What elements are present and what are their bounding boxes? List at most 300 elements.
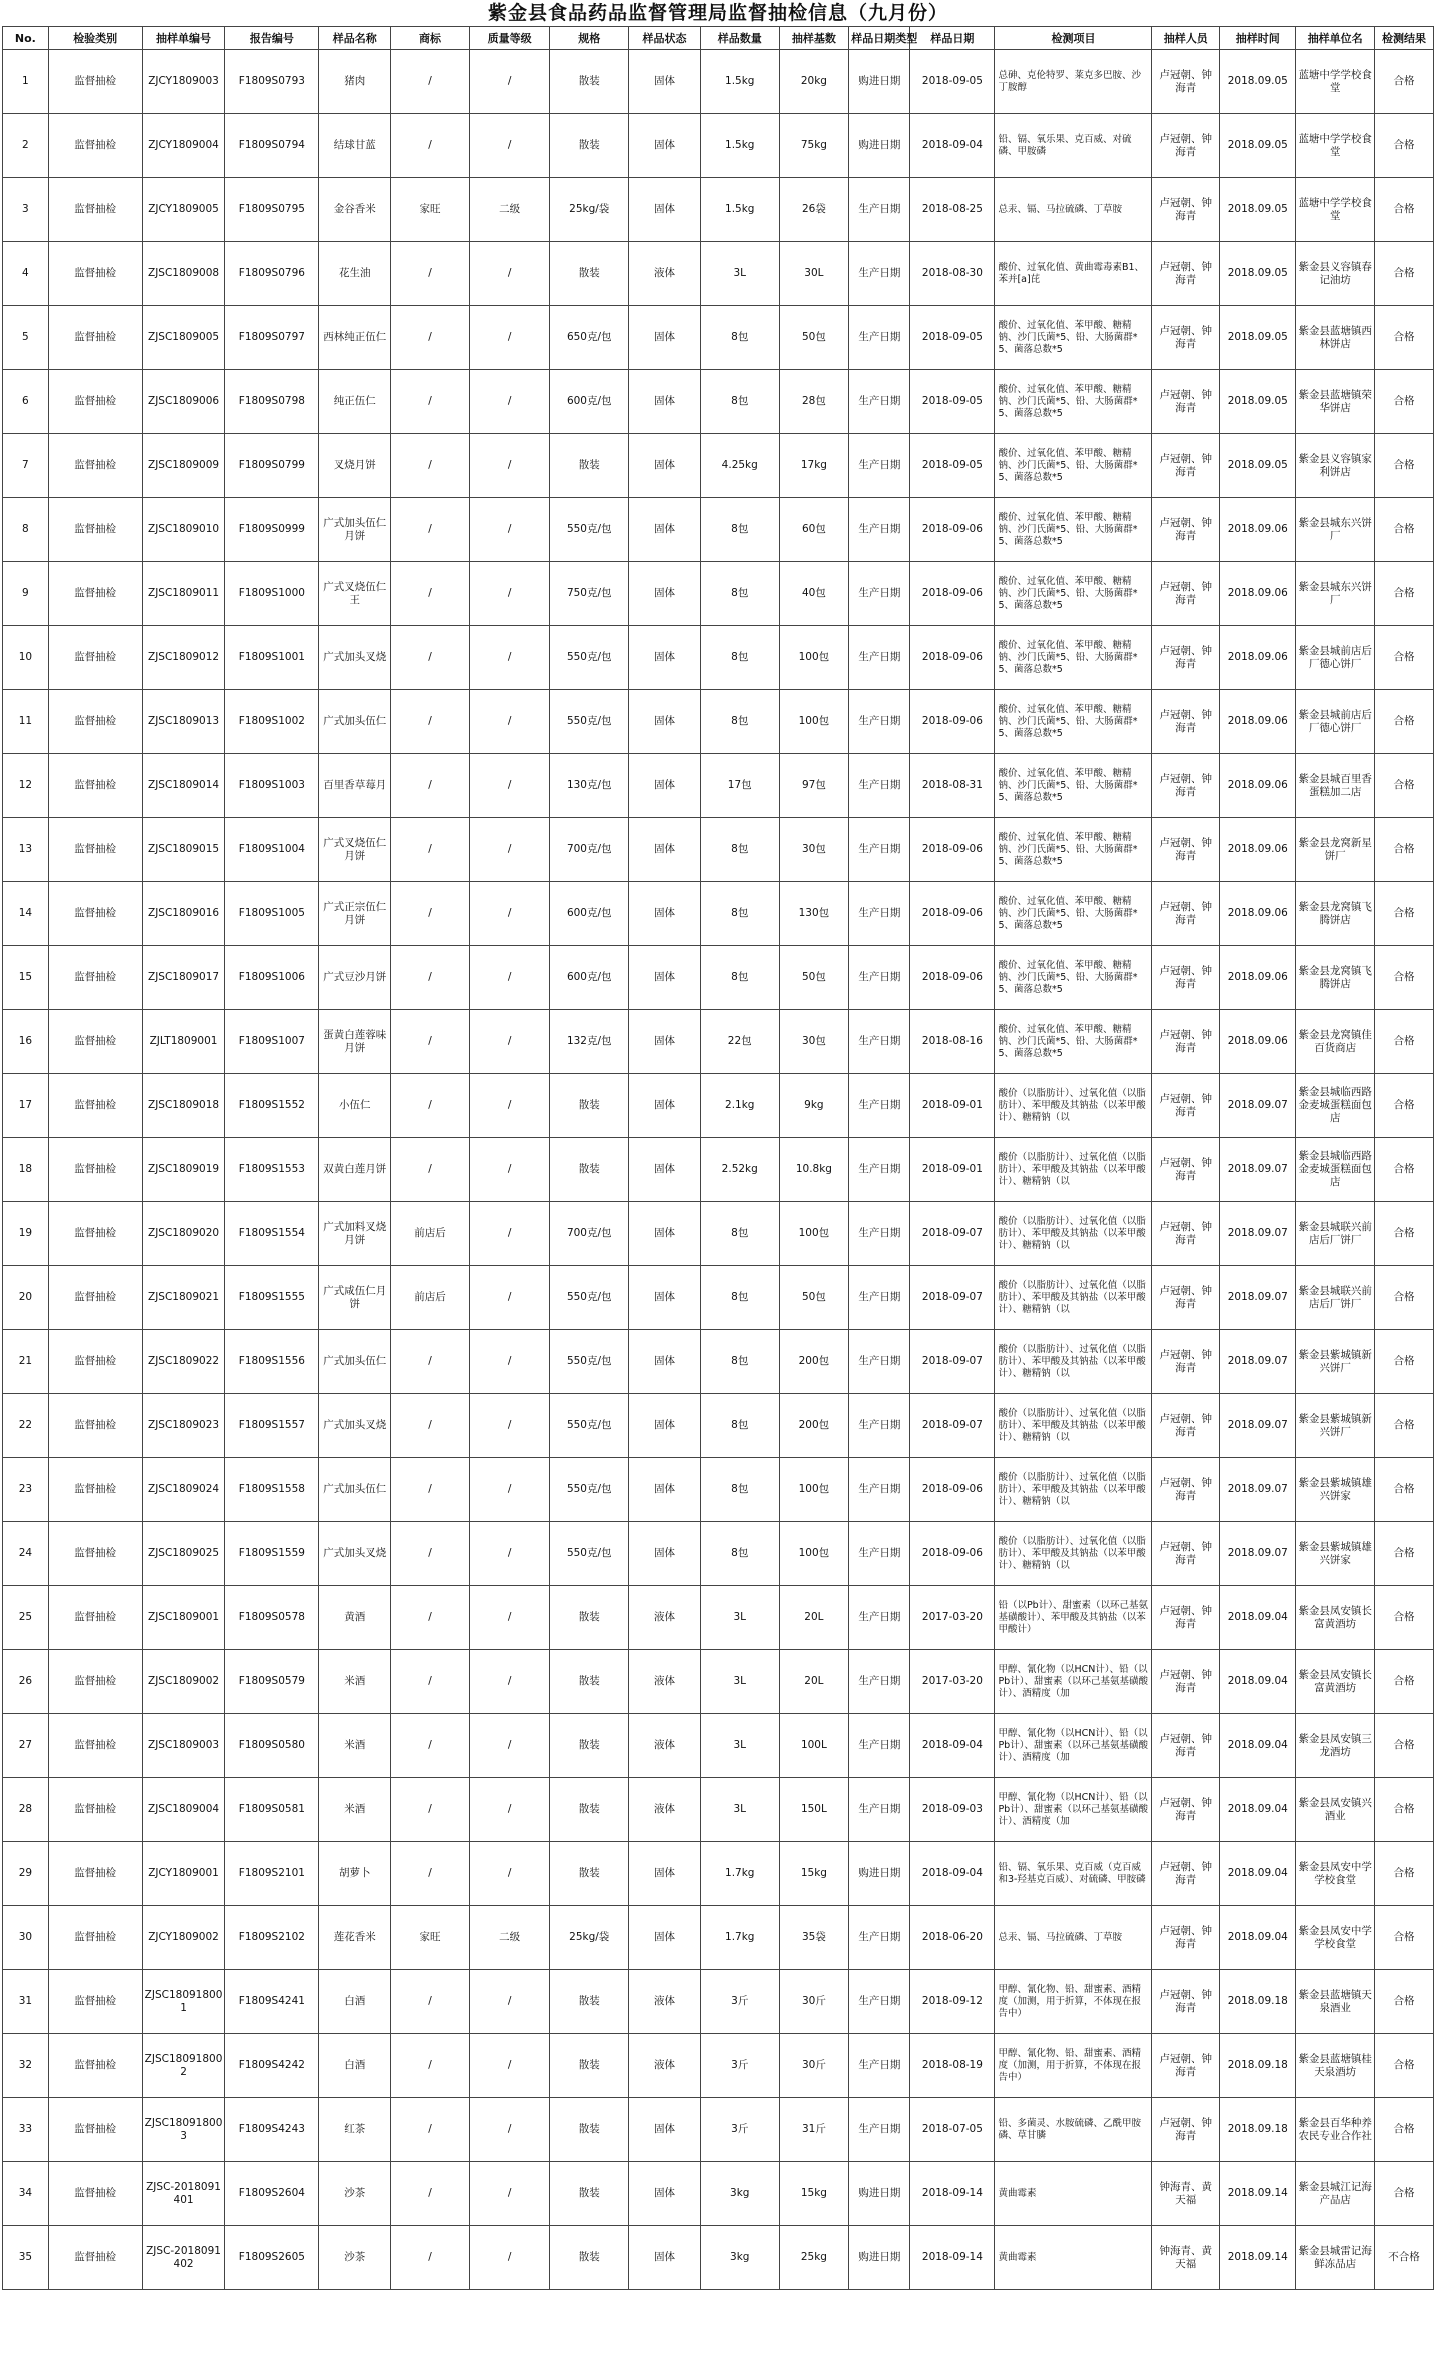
cell-sampler: 卢冠朝、钟海青 — [1152, 498, 1220, 562]
column-header-date: 样品日期 — [910, 27, 995, 50]
cell-sampler: 卢冠朝、钟海青 — [1152, 306, 1220, 370]
cell-state: 固体 — [629, 626, 701, 690]
cell-sampled-unit: 紫金县紫城镇雄兴饼家 — [1296, 1458, 1375, 1522]
cell-category: 监督抽检 — [48, 1202, 142, 1266]
cell-sampler: 卢冠朝、钟海青 — [1152, 2098, 1220, 2162]
cell-sampler: 卢冠朝、钟海青 — [1152, 2034, 1220, 2098]
table-row — [3, 1394, 1434, 1458]
cell-category: 监督抽检 — [48, 818, 142, 882]
cell-category: 监督抽检 — [48, 50, 142, 114]
cell-report-id: F1809S1559 — [225, 1522, 319, 1586]
column-header-product-name: 样品名称 — [319, 27, 391, 50]
cell-sample-id: ZJSC1809012 — [142, 626, 225, 690]
cell-spec: 散装 — [550, 114, 629, 178]
cell-quality-grade: / — [469, 754, 550, 818]
cell-sample-time: 2018.09.04 — [1220, 1778, 1296, 1842]
cell-trademark: / — [391, 626, 470, 690]
cell-no: 25 — [3, 1586, 49, 1650]
cell-spec: 散装 — [550, 1842, 629, 1906]
cell-result: 合格 — [1374, 946, 1433, 1010]
cell-date: 2018-09-06 — [910, 498, 995, 562]
cell-report-id: F1809S0578 — [225, 1586, 319, 1650]
cell-spec: 550克/包 — [550, 1266, 629, 1330]
cell-no: 22 — [3, 1394, 49, 1458]
cell-date-type: 生产日期 — [849, 1138, 910, 1202]
cell-trademark: / — [391, 562, 470, 626]
cell-trademark: / — [391, 818, 470, 882]
cell-base-quantity: 10.8kg — [779, 1138, 849, 1202]
cell-trademark: 家旺 — [391, 1906, 470, 1970]
cell-sampled-unit: 紫金县蓝塘镇桂天泉酒坊 — [1296, 2034, 1375, 2098]
cell-date: 2018-09-05 — [910, 434, 995, 498]
cell-result: 合格 — [1374, 1074, 1433, 1138]
cell-result: 合格 — [1374, 114, 1433, 178]
cell-base-quantity: 40包 — [779, 562, 849, 626]
cell-sampler: 卢冠朝、钟海青 — [1152, 754, 1220, 818]
cell-report-id: F1809S0797 — [225, 306, 319, 370]
cell-date: 2018-07-05 — [910, 2098, 995, 2162]
cell-sample-time: 2018.09.07 — [1220, 1266, 1296, 1330]
cell-test-items: 酸价（以脂肪计）、过氧化值（以脂肪计）、苯甲酸及其钠盐（以苯甲酸计）、糖精钠（以 — [995, 1266, 1152, 1330]
cell-date-type: 生产日期 — [849, 1074, 910, 1138]
cell-sample-time: 2018.09.07 — [1220, 1202, 1296, 1266]
cell-trademark: / — [391, 1970, 470, 2034]
cell-sampled-unit: 紫金县凤安镇三龙酒坊 — [1296, 1714, 1375, 1778]
cell-result: 合格 — [1374, 562, 1433, 626]
cell-product-name: 小伍仁 — [319, 1074, 391, 1138]
cell-report-id: F1809S0795 — [225, 178, 319, 242]
cell-product-name: 西林纯正伍仁 — [319, 306, 391, 370]
cell-category: 监督抽检 — [48, 1906, 142, 1970]
cell-sampler: 卢冠朝、钟海青 — [1152, 1330, 1220, 1394]
cell-date: 2018-09-07 — [910, 1266, 995, 1330]
cell-sample-time: 2018.09.04 — [1220, 1906, 1296, 1970]
cell-state: 固体 — [629, 1266, 701, 1330]
cell-result: 合格 — [1374, 1778, 1433, 1842]
cell-sampled-unit: 紫金县龙窝镇佳百货商店 — [1296, 1010, 1375, 1074]
column-header-spec: 规格 — [550, 27, 629, 50]
table-row — [3, 434, 1434, 498]
cell-quality-grade: / — [469, 1074, 550, 1138]
cell-sampled-unit: 紫金县城临西路金麦城蛋糕面包店 — [1296, 1074, 1375, 1138]
cell-date-type: 生产日期 — [849, 690, 910, 754]
cell-sampled-unit: 蓝塘中学学校食堂 — [1296, 50, 1375, 114]
table-row — [3, 1586, 1434, 1650]
cell-result: 合格 — [1374, 306, 1433, 370]
cell-category: 监督抽检 — [48, 1842, 142, 1906]
cell-sampled-unit: 紫金县蓝塘镇荣华饼店 — [1296, 370, 1375, 434]
cell-spec: 散装 — [550, 1138, 629, 1202]
table-row — [3, 1266, 1434, 1330]
cell-trademark: / — [391, 882, 470, 946]
cell-quantity: 8包 — [700, 1202, 779, 1266]
cell-quantity: 8包 — [700, 1266, 779, 1330]
cell-sample-id: ZJSC1809016 — [142, 882, 225, 946]
cell-quantity: 8包 — [700, 1330, 779, 1394]
cell-trademark: / — [391, 1074, 470, 1138]
cell-result: 合格 — [1374, 2034, 1433, 2098]
cell-test-items: 酸价（以脂肪计）、过氧化值（以脂肪计）、苯甲酸及其钠盐（以苯甲酸计）、糖精钠（以 — [995, 1394, 1152, 1458]
cell-report-id: F1809S0581 — [225, 1778, 319, 1842]
cell-date: 2018-09-04 — [910, 114, 995, 178]
cell-base-quantity: 15kg — [779, 2162, 849, 2226]
table-row — [3, 1074, 1434, 1138]
cell-product-name: 纯正伍仁 — [319, 370, 391, 434]
cell-product-name: 广式咸伍仁月饼 — [319, 1266, 391, 1330]
cell-state: 固体 — [629, 2226, 701, 2290]
cell-state: 液体 — [629, 2034, 701, 2098]
cell-spec: 600克/包 — [550, 370, 629, 434]
cell-sampled-unit: 紫金县城前店后厂德心饼厂 — [1296, 626, 1375, 690]
cell-sampled-unit: 紫金县龙窝镇飞腾饼店 — [1296, 946, 1375, 1010]
cell-state: 固体 — [629, 2162, 701, 2226]
cell-test-items: 甲醇、氰化物（以HCN计）、铅（以Pb计）、甜蜜素（以环己基氨基磺酸计）、酒精度（加 — [995, 1714, 1152, 1778]
cell-report-id: F1809S2101 — [225, 1842, 319, 1906]
cell-state: 固体 — [629, 1394, 701, 1458]
cell-sample-time: 2018.09.14 — [1220, 2162, 1296, 2226]
cell-report-id: F1809S1554 — [225, 1202, 319, 1266]
cell-spec: 散装 — [550, 1074, 629, 1138]
cell-date-type: 生产日期 — [849, 1970, 910, 2034]
page-title: 紫金县食品药品监督管理局监督抽检信息（九月份） — [487, 2, 948, 24]
cell-category: 监督抽检 — [48, 690, 142, 754]
cell-sample-id: ZJSC1809005 — [142, 306, 225, 370]
cell-product-name: 莲花香米 — [319, 1906, 391, 1970]
cell-test-items: 黄曲霉素 — [995, 2226, 1152, 2290]
table-row — [3, 1970, 1434, 2034]
cell-quality-grade: / — [469, 562, 550, 626]
cell-quality-grade: / — [469, 1522, 550, 1586]
cell-date-type: 生产日期 — [849, 1266, 910, 1330]
cell-report-id: F1809S0793 — [225, 50, 319, 114]
table-row — [3, 1714, 1434, 1778]
cell-date-type: 生产日期 — [849, 434, 910, 498]
cell-trademark: / — [391, 1458, 470, 1522]
cell-result: 合格 — [1374, 754, 1433, 818]
cell-quantity: 8包 — [700, 1394, 779, 1458]
cell-sampled-unit: 紫金县城百里香蛋糕加二店 — [1296, 754, 1375, 818]
cell-category: 监督抽检 — [48, 1522, 142, 1586]
cell-sample-id: ZJCY1809003 — [142, 50, 225, 114]
cell-test-items: 酸价、过氧化值、黄曲霉毒素B1、苯并[a]芘 — [995, 242, 1152, 306]
cell-trademark: / — [391, 1330, 470, 1394]
cell-result: 合格 — [1374, 1458, 1433, 1522]
cell-result: 合格 — [1374, 242, 1433, 306]
cell-quantity: 3L — [700, 242, 779, 306]
cell-report-id: F1809S1556 — [225, 1330, 319, 1394]
cell-product-name: 金谷香米 — [319, 178, 391, 242]
cell-sample-id: ZJSC180918001 — [142, 1970, 225, 2034]
cell-test-items: 酸价、过氧化值、苯甲酸、糖精钠、沙门氏菌*5、铅、大肠菌群*5、菌落总数*5 — [995, 562, 1152, 626]
cell-trademark: 前店后 — [391, 1266, 470, 1330]
column-header-base-quantity: 抽样基数 — [779, 27, 849, 50]
cell-sample-id: ZJSC1809017 — [142, 946, 225, 1010]
cell-sampled-unit: 紫金县城江记海产品店 — [1296, 2162, 1375, 2226]
cell-no: 3 — [3, 178, 49, 242]
cell-quantity: 3L — [700, 1778, 779, 1842]
cell-quantity: 3L — [700, 1650, 779, 1714]
cell-category: 监督抽检 — [48, 2034, 142, 2098]
cell-quality-grade: / — [469, 1778, 550, 1842]
cell-sample-id: ZJSC1809021 — [142, 1266, 225, 1330]
cell-spec: 650克/包 — [550, 306, 629, 370]
cell-no: 18 — [3, 1138, 49, 1202]
cell-quantity: 3斤 — [700, 1970, 779, 2034]
cell-sampler: 钟海青、黄天福 — [1152, 2226, 1220, 2290]
cell-sampler: 卢冠朝、钟海青 — [1152, 1010, 1220, 1074]
cell-category: 监督抽检 — [48, 114, 142, 178]
cell-sample-time: 2018.09.05 — [1220, 114, 1296, 178]
cell-quantity: 22包 — [700, 1010, 779, 1074]
cell-category: 监督抽检 — [48, 1266, 142, 1330]
cell-base-quantity: 20L — [779, 1650, 849, 1714]
cell-product-name: 广式加料叉烧月饼 — [319, 1202, 391, 1266]
cell-quantity: 1.7kg — [700, 1842, 779, 1906]
cell-quality-grade: / — [469, 1330, 550, 1394]
column-header-state: 样品状态 — [629, 27, 701, 50]
cell-spec: 132克/包 — [550, 1010, 629, 1074]
cell-sampler: 卢冠朝、钟海青 — [1152, 1586, 1220, 1650]
cell-test-items: 黄曲霉素 — [995, 2162, 1152, 2226]
cell-date-type: 购进日期 — [849, 50, 910, 114]
cell-sample-id: ZJSC1809023 — [142, 1394, 225, 1458]
cell-base-quantity: 50包 — [779, 306, 849, 370]
cell-sampled-unit: 紫金县城东兴饼厂 — [1296, 498, 1375, 562]
cell-report-id: F1809S2102 — [225, 1906, 319, 1970]
cell-sampled-unit: 紫金县蓝塘镇西林饼店 — [1296, 306, 1375, 370]
cell-no: 30 — [3, 1906, 49, 1970]
cell-date-type: 生产日期 — [849, 498, 910, 562]
cell-quality-grade: 二级 — [469, 1906, 550, 1970]
cell-product-name: 蛋黄白莲蓉味月饼 — [319, 1010, 391, 1074]
cell-state: 固体 — [629, 50, 701, 114]
cell-test-items: 酸价、过氧化值、苯甲酸、糖精钠、沙门氏菌*5、铅、大肠菌群*5、菌落总数*5 — [995, 498, 1152, 562]
cell-spec: 550克/包 — [550, 1522, 629, 1586]
cell-quality-grade: / — [469, 1650, 550, 1714]
cell-report-id: F1809S1005 — [225, 882, 319, 946]
cell-base-quantity: 50包 — [779, 946, 849, 1010]
cell-product-name: 广式正宗伍仁月饼 — [319, 882, 391, 946]
cell-result: 合格 — [1374, 370, 1433, 434]
cell-report-id: F1809S4241 — [225, 1970, 319, 2034]
table-row — [3, 1650, 1434, 1714]
cell-trademark: / — [391, 1586, 470, 1650]
cell-report-id: F1809S2604 — [225, 2162, 319, 2226]
cell-state: 液体 — [629, 242, 701, 306]
cell-trademark: / — [391, 370, 470, 434]
cell-trademark: / — [391, 114, 470, 178]
cell-sample-time: 2018.09.06 — [1220, 882, 1296, 946]
cell-base-quantity: 28包 — [779, 370, 849, 434]
cell-report-id: F1809S1557 — [225, 1394, 319, 1458]
cell-date-type: 生产日期 — [849, 1650, 910, 1714]
column-header-report-id: 报告编号 — [225, 27, 319, 50]
cell-no: 33 — [3, 2098, 49, 2162]
cell-product-name: 胡萝卜 — [319, 1842, 391, 1906]
table-row — [3, 690, 1434, 754]
cell-sample-id: ZJSC1809009 — [142, 434, 225, 498]
cell-base-quantity: 9kg — [779, 1074, 849, 1138]
cell-date: 2018-09-07 — [910, 1202, 995, 1266]
cell-quality-grade: / — [469, 434, 550, 498]
cell-sampled-unit: 紫金县义容镇家利饼店 — [1296, 434, 1375, 498]
cell-sample-time: 2018.09.04 — [1220, 1650, 1296, 1714]
cell-spec: 550克/包 — [550, 498, 629, 562]
cell-state: 固体 — [629, 1010, 701, 1074]
table-row — [3, 1010, 1434, 1074]
cell-quantity: 4.25kg — [700, 434, 779, 498]
cell-sampled-unit: 紫金县城前店后厂德心饼厂 — [1296, 690, 1375, 754]
cell-quality-grade: / — [469, 498, 550, 562]
cell-sample-id: ZJCY1809001 — [142, 1842, 225, 1906]
cell-test-items: 酸价（以脂肪计）、过氧化值（以脂肪计）、苯甲酸及其钠盐（以苯甲酸计）、糖精钠（以 — [995, 1330, 1152, 1394]
cell-no: 2 — [3, 114, 49, 178]
cell-state: 固体 — [629, 1906, 701, 1970]
cell-test-items: 铅、镉、氧乐果、克百威、对硫磷、甲胺磷 — [995, 114, 1152, 178]
cell-spec: 25kg/袋 — [550, 178, 629, 242]
cell-date-type: 生产日期 — [849, 242, 910, 306]
cell-date: 2018-08-31 — [910, 754, 995, 818]
cell-spec: 550克/包 — [550, 1394, 629, 1458]
cell-no: 12 — [3, 754, 49, 818]
cell-category: 监督抽检 — [48, 882, 142, 946]
table-row — [3, 882, 1434, 946]
cell-date-type: 生产日期 — [849, 1394, 910, 1458]
cell-test-items: 甲醇、氰化物、铅、甜蜜素、酒精度（加测，用于折算，不体现在报告中） — [995, 1970, 1152, 2034]
table-row — [3, 370, 1434, 434]
cell-date: 2018-09-06 — [910, 882, 995, 946]
cell-sampler: 卢冠朝、钟海青 — [1152, 1906, 1220, 1970]
cell-test-items: 酸价、过氧化值、苯甲酸、糖精钠、沙门氏菌*5、铅、大肠菌群*5、菌落总数*5 — [995, 1010, 1152, 1074]
cell-report-id: F1809S4243 — [225, 2098, 319, 2162]
cell-category: 监督抽检 — [48, 1970, 142, 2034]
cell-quantity: 8包 — [700, 690, 779, 754]
cell-no: 16 — [3, 1010, 49, 1074]
cell-category: 监督抽检 — [48, 754, 142, 818]
cell-report-id: F1809S1007 — [225, 1010, 319, 1074]
cell-sampler: 卢冠朝、钟海青 — [1152, 1842, 1220, 1906]
cell-sample-id: ZJSC1809025 — [142, 1522, 225, 1586]
cell-date: 2018-09-01 — [910, 1074, 995, 1138]
cell-date: 2018-09-04 — [910, 1842, 995, 1906]
cell-sampled-unit: 紫金县凤安镇长富黄酒坊 — [1296, 1650, 1375, 1714]
cell-test-items: 酸价（以脂肪计）、过氧化值（以脂肪计）、苯甲酸及其钠盐（以苯甲酸计）、糖精钠（以 — [995, 1458, 1152, 1522]
cell-no: 1 — [3, 50, 49, 114]
cell-result: 合格 — [1374, 882, 1433, 946]
cell-product-name: 广式加头叉烧 — [319, 1522, 391, 1586]
cell-test-items: 总砷、克伦特罗、莱克多巴胺、沙丁胺醇 — [995, 50, 1152, 114]
cell-test-items: 酸价（以脂肪计）、过氧化值（以脂肪计）、苯甲酸及其钠盐（以苯甲酸计）、糖精钠（以 — [995, 1522, 1152, 1586]
cell-sampled-unit: 紫金县凤安镇长富黄酒坊 — [1296, 1586, 1375, 1650]
cell-no: 19 — [3, 1202, 49, 1266]
cell-spec: 700克/包 — [550, 1202, 629, 1266]
cell-sampled-unit: 紫金县凤安中学学校食堂 — [1296, 1906, 1375, 1970]
cell-spec: 散装 — [550, 1970, 629, 2034]
cell-base-quantity: 20kg — [779, 50, 849, 114]
cell-report-id: F1809S1558 — [225, 1458, 319, 1522]
cell-base-quantity: 35袋 — [779, 1906, 849, 1970]
cell-sampler: 卢冠朝、钟海青 — [1152, 690, 1220, 754]
cell-category: 监督抽检 — [48, 2098, 142, 2162]
cell-sample-id: ZJSC1809010 — [142, 498, 225, 562]
cell-trademark: 家旺 — [391, 178, 470, 242]
cell-product-name: 广式加头叉烧 — [319, 1394, 391, 1458]
cell-result: 合格 — [1374, 50, 1433, 114]
cell-product-name: 黄酒 — [319, 1586, 391, 1650]
cell-sample-time: 2018.09.05 — [1220, 242, 1296, 306]
cell-report-id: F1809S0999 — [225, 498, 319, 562]
cell-date: 2018-09-14 — [910, 2226, 995, 2290]
cell-category: 监督抽检 — [48, 1394, 142, 1458]
cell-sample-id: ZJCY1809002 — [142, 1906, 225, 1970]
cell-quantity: 3斤 — [700, 2034, 779, 2098]
cell-quality-grade: / — [469, 818, 550, 882]
cell-product-name: 广式加头叉烧 — [319, 626, 391, 690]
cell-quantity: 1.5kg — [700, 178, 779, 242]
cell-sample-id: ZJSC1809006 — [142, 370, 225, 434]
cell-spec: 散装 — [550, 2226, 629, 2290]
cell-sample-id: ZJLT1809001 — [142, 1010, 225, 1074]
cell-sample-time: 2018.09.05 — [1220, 306, 1296, 370]
cell-quantity: 8包 — [700, 306, 779, 370]
cell-quality-grade: / — [469, 2162, 550, 2226]
cell-trademark: / — [391, 2034, 470, 2098]
cell-category: 监督抽检 — [48, 2162, 142, 2226]
cell-sample-id: ZJSC1809014 — [142, 754, 225, 818]
cell-base-quantity: 50包 — [779, 1266, 849, 1330]
cell-sample-time: 2018.09.07 — [1220, 1458, 1296, 1522]
cell-sampler: 卢冠朝、钟海青 — [1152, 50, 1220, 114]
cell-sampler: 卢冠朝、钟海青 — [1152, 1266, 1220, 1330]
cell-quantity: 3L — [700, 1714, 779, 1778]
cell-product-name: 米酒 — [319, 1778, 391, 1842]
cell-result: 合格 — [1374, 1266, 1433, 1330]
cell-quality-grade: / — [469, 1202, 550, 1266]
table-row — [3, 562, 1434, 626]
cell-sample-id: ZJSC1809011 — [142, 562, 225, 626]
cell-product-name: 广式豆沙月饼 — [319, 946, 391, 1010]
cell-no: 21 — [3, 1330, 49, 1394]
cell-state: 固体 — [629, 946, 701, 1010]
cell-no: 20 — [3, 1266, 49, 1330]
cell-spec: 550克/包 — [550, 626, 629, 690]
cell-date: 2017-03-20 — [910, 1650, 995, 1714]
cell-test-items: 酸价（以脂肪计）、过氧化值（以脂肪计）、苯甲酸及其钠盐（以苯甲酸计）、糖精钠（以 — [995, 1074, 1152, 1138]
cell-date-type: 生产日期 — [849, 562, 910, 626]
cell-result: 不合格 — [1374, 2226, 1433, 2290]
cell-sampler: 卢冠朝、钟海青 — [1152, 1138, 1220, 1202]
cell-test-items: 铅、镉、氧乐果、克百威（克百威和3-羟基克百威）、对硫磷、甲胺磷 — [995, 1842, 1152, 1906]
cell-sample-time: 2018.09.06 — [1220, 498, 1296, 562]
cell-report-id: F1809S0579 — [225, 1650, 319, 1714]
cell-spec: 散装 — [550, 1778, 629, 1842]
cell-sampled-unit: 紫金县蓝塘镇天泉酒业 — [1296, 1970, 1375, 2034]
column-header-result: 检测结果 — [1374, 27, 1433, 50]
cell-sample-time: 2018.09.07 — [1220, 1138, 1296, 1202]
cell-spec: 散装 — [550, 242, 629, 306]
cell-sample-time: 2018.09.18 — [1220, 2034, 1296, 2098]
cell-result: 合格 — [1374, 1330, 1433, 1394]
header-row — [3, 27, 1434, 50]
cell-test-items: 酸价（以脂肪计）、过氧化值（以脂肪计）、苯甲酸及其钠盐（以苯甲酸计）、糖精钠（以 — [995, 1202, 1152, 1266]
cell-base-quantity: 100包 — [779, 626, 849, 690]
cell-date: 2018-09-06 — [910, 818, 995, 882]
cell-quantity: 3L — [700, 1586, 779, 1650]
table-row — [3, 306, 1434, 370]
cell-date-type: 生产日期 — [849, 882, 910, 946]
cell-quality-grade: / — [469, 2098, 550, 2162]
cell-spec: 550克/包 — [550, 1330, 629, 1394]
